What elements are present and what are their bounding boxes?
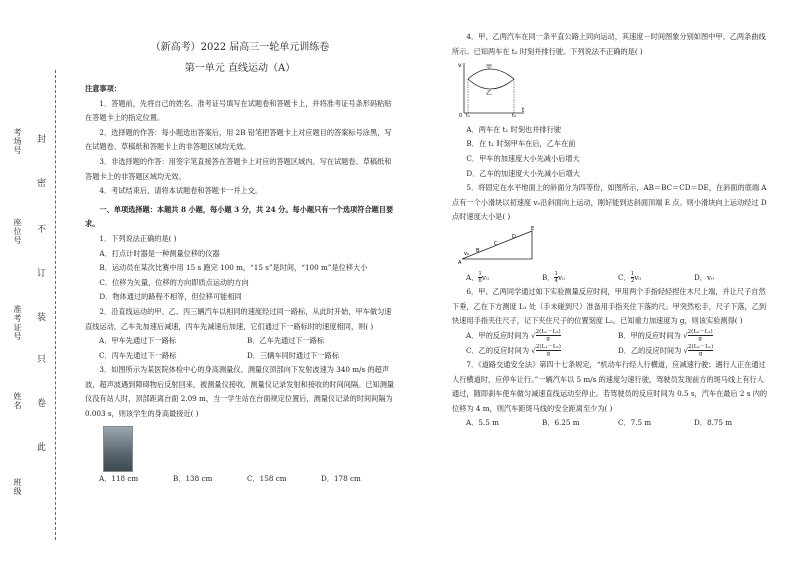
left-column — [85, 0, 395, 486]
q5-option-d: D．v₀ — [694, 272, 714, 282]
height-meter-photo — [103, 426, 133, 472]
notice-item: 2．选择题的作答：每小题选出答案后，用 2B 铅笔把答题卡上对应题目的答案标号涂黑，写在试题卷、草稿纸和答题卡上的非答题区域均无效。 — [85, 127, 392, 152]
q7-stem: 7．《道路交通安全法》第四十七条规定，“机动车行经人行横道，应减速行驶；遇行人正在通过人行横道时，应停车让行。”一辆汽车以 5 m/s 的速度匀速行驶，驾驶员发现前方的斑马线上有行人通过，随即刹车使车做匀减速直线运动至停止。若驾驶员的反应时间为 0.5 s，汽车在最后 2 s 内的位移为 4 m，则汽车距斑马线的安全距离至少为( ) — [452, 360, 768, 413]
point-e: E — [531, 225, 535, 232]
q2-option: B．乙车先通过下一路标 — [247, 336, 325, 346]
seat-number-label: 座位号 — [13, 218, 22, 245]
q6-option-c: C．乙的反应时间为 √ $\frac{\text{2(L₁－L₂)}}{g}$ — [466, 344, 561, 357]
q6-option-a: A．甲的反应时间为 √ $\frac{\text{2(L₁－L₂)}}{g}$ — [466, 329, 561, 343]
q1-option: D．物体通过的路程不相等，但位移可能相同 — [99, 292, 242, 302]
point-b: B — [476, 247, 480, 254]
seal-char: 只 — [37, 355, 47, 365]
q2-option: C．丙车先通过下一路标 — [99, 350, 177, 360]
q6-option-b: B．甲的反应时间为 √ $\frac{\text{2(L₂－L₁)}}{g}$ — [618, 329, 713, 343]
admission-number-label: 准考证号 — [13, 305, 22, 341]
name-label: 姓名 — [13, 392, 22, 410]
notice-item: 3．非选择题的作答：用签字笔直接答在答题卡上对应的答题区域内。写在试题卷、草稿纸和答题卡上的非答题区域均无效。 — [85, 156, 392, 181]
t2-label: t₂ — [512, 113, 516, 118]
q1-option: A．打点计时器是一种测量位移的仪器 — [99, 248, 220, 258]
q4-option: C．甲车的加速度大小先减小后增大 — [466, 153, 580, 163]
q1-option: C．位移为矢量，位移的方向即质点运动的方向 — [99, 277, 249, 287]
seal-char: 封 — [37, 135, 47, 145]
vt-graph — [458, 59, 528, 117]
t-axis-label: t — [522, 107, 525, 115]
notice-item: 1．答题前，先将自己的姓名、准考证号填写在试题卷和答题卡上，并将准考证号条形码粘贴在答题卡上的指定位置。 — [85, 98, 392, 123]
notice-item: 4．考试结束后，请将本试题卷和答题卡一并上交。 — [99, 186, 263, 196]
q6-option-d: D．乙的反应时间为 √ $\frac{\text{2(L₂－L₁)}}{g}$ — [618, 344, 714, 357]
paper-subtitle: 第一单元 直线运动（A） — [184, 63, 296, 74]
v-axis-label: v — [458, 62, 462, 70]
paper-title: （新高考）2022 届高三一轮单元训练卷 — [150, 42, 330, 53]
q2-stem: 2．沿直线运动的甲、乙、丙三辆汽车以相同的速度经过同一路标，从此时开始，甲车做匀速直线运动，乙车先加速后减速，丙车先减速后加速，它们通过下一路标时的速度相同，则( ) — [85, 306, 392, 331]
binding-margin — [0, 0, 62, 561]
jia-label: 甲 — [486, 64, 493, 72]
q4-option: B．在 t₁ 时刻甲车在后，乙车在前 — [466, 139, 576, 149]
notice-heading: 注意事项： — [85, 84, 121, 93]
q1-stem: 1．下列说法正确的是( ) — [99, 233, 177, 243]
exam-room-label: 考场号 — [13, 128, 22, 155]
seal-char: 卷 — [37, 399, 47, 409]
q3-stem: 3．如图所示为某医院体检中心的身高测量仪。测量仪顶部向下发射波速为 340 m/s 的超声波，超声波遇到障碍物后反射回来，被测量仪接收，测量仪记录发射和接收的时间间隔。已知测量仪没有站人时，顶部距离台面 2.09 m，当一学生站在台面规定位置后，测量仪记录的时间间隔为 0.003 s，则该学生的身高最接近( ) — [85, 365, 395, 419]
yi-label: 乙 — [486, 90, 493, 98]
seal-char: 密 — [37, 179, 47, 189]
q7-option: A．5.5 m — [466, 418, 499, 428]
q5-option-a: A． $\frac{1}{6}v_0$ — [466, 271, 489, 285]
seal-char: 装 — [37, 313, 47, 323]
q7-option: C．7.5 m — [618, 418, 652, 428]
incline-diagram — [458, 225, 540, 265]
yi-curve — [468, 79, 514, 89]
seal-char: 此 — [37, 443, 47, 453]
q5-stem: 5．将固定在水平地面上的斜面分为四等份，如图所示，AB＝BC＝CD＝DE，在斜面的底端 A 点有一个小滑块以初速度 v₀沿斜面向上运动，刚好能到达斜面顶端 E 点。则小滑块向上运动经过 D 点时速度大小是( ) — [452, 183, 767, 222]
q2-option: D．三辆车同时通过下一路标 — [247, 350, 340, 360]
q7-option: B．6.25 m — [542, 418, 580, 428]
q3-option: C．158 cm — [247, 473, 287, 483]
seal-line — [55, 70, 56, 540]
q7-option: D．8.75 m — [694, 418, 733, 428]
q1-option: B．运动员在某次比赛中用 15 s 跑完 100 m，“15 s”是时间，“100 m”是位移大小 — [99, 263, 368, 273]
class-label: 班级 — [13, 478, 22, 496]
q4-option: D．乙车的加速度大小先减小后增大 — [466, 168, 580, 178]
right-column — [452, 30, 770, 431]
q4-option: A．两车在 t₁ 时刻也并排行驶 — [466, 124, 561, 134]
q4-stem: 4．甲、乙两汽车在同一条平直公路上同向运动，其速度－时间图象分别如图中甲、乙两条曲线所示。已知两车在 t₂ 时刻并排行驶。下列说法不正确的是( ) — [452, 32, 766, 56]
seal-char: 订 — [37, 269, 47, 279]
q6-stem: 6．甲、乙两同学通过如下实验测量反应时间，甲用两个手指轻轻捏住木尺上端，并让尺子自然下垂，乙在下方测度 L₁ 处（手未碰到尺）准备用手指夹住下落的尺。甲突然松手，尺子下落，乙到快速用手指夹住尺子，记下夹住尺子的位置刻度 L₂。已知重力加速度为 g，则该实验测得( ) — [452, 287, 767, 326]
origin-label: 0 — [459, 113, 463, 118]
q3-option: B．138 cm — [173, 473, 213, 483]
q2-option: A．甲车先通过下一路标 — [99, 336, 177, 346]
point-c: C — [494, 240, 498, 247]
q3-option: A．118 cm — [99, 473, 139, 483]
point-d: D — [512, 233, 516, 240]
v0-label: v₀ — [464, 250, 469, 257]
point-a: A — [458, 259, 462, 265]
q5-option-b: B． $\frac{1}{4}v_0$ — [542, 271, 565, 285]
seal-char: 不 — [37, 225, 47, 235]
q3-option: D．178 cm — [321, 473, 361, 483]
t1-label: t₁ — [466, 113, 470, 118]
section-heading: 一、单项选择题：本题共 8 小题，每小题 3 分，共 24 分。每小题只有一个选项符合题目要求。 — [85, 204, 394, 229]
q5-option-c: C． $\frac{1}{2}v_0$ — [618, 271, 642, 285]
